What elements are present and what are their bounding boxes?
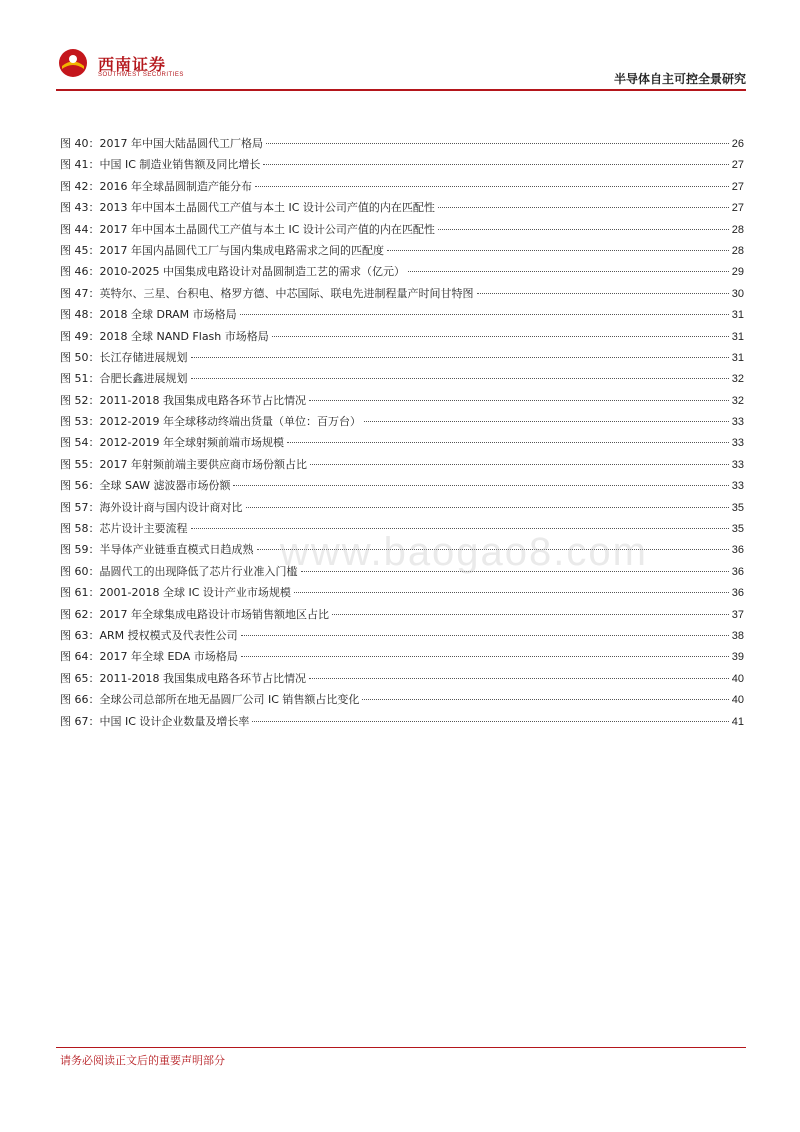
toc-entry-page-number: 35	[731, 501, 744, 514]
toc-entry-page-number: 26	[731, 138, 744, 150]
toc-entry-label: 图 52：2011-2018 我国集成电路各环节占比情况	[60, 393, 306, 407]
toc-entry[interactable]	[60, 691, 744, 712]
toc-entry[interactable]	[60, 285, 744, 306]
toc-entry-label: 图 57：海外设计商与国内设计商对比	[60, 500, 243, 514]
toc-entry-page-number: 39	[731, 651, 744, 664]
toc-entry[interactable]	[60, 584, 744, 605]
toc-entry-label: 图 49：2018 全球 NAND Flash 市场格局	[60, 329, 269, 343]
toc-entry[interactable]	[60, 670, 744, 691]
toc-dot-leader	[438, 229, 729, 230]
toc-entry-page-number: 35	[731, 523, 744, 536]
toc-entry-label: 图 64：2017 年全球 EDA 市场格局	[60, 650, 238, 664]
toc-entry[interactable]	[60, 178, 744, 199]
toc-entry-page-number: 30	[731, 287, 744, 300]
toc-dot-leader	[255, 186, 729, 187]
toc-entry-page-number: 36	[731, 544, 744, 557]
toc-dot-leader	[263, 164, 728, 165]
toc-dot-leader	[191, 378, 729, 379]
toc-entry-page-number: 38	[731, 629, 744, 642]
toc-entry-label: 图 46：2010-2025 中国集成电路设计对晶圆制造工艺的需求（亿元）	[60, 265, 405, 279]
toc-entry-page-number: 32	[731, 394, 744, 407]
toc-entry[interactable]	[60, 221, 744, 242]
toc-entry-page-number: 33	[731, 437, 744, 450]
toc-entry[interactable]	[60, 135, 744, 156]
toc-entry-label: 图 53：2012-2019 年全球移动终端出货量（单位：百万台）	[60, 415, 361, 429]
toc-entry[interactable]	[60, 541, 744, 562]
toc-entry[interactable]	[60, 477, 744, 498]
company-logo-icon	[58, 48, 88, 78]
toc-dot-leader	[233, 485, 728, 486]
toc-entry[interactable]	[60, 413, 744, 434]
toc-entry[interactable]	[60, 456, 744, 477]
toc-entry[interactable]	[60, 306, 744, 327]
toc-dot-leader	[438, 207, 729, 208]
toc-dot-leader	[477, 293, 729, 294]
toc-entry-label: 图 48：2018 全球 DRAM 市场格局	[60, 308, 237, 322]
toc-entry-label: 图 65：2011-2018 我国集成电路各环节占比情况	[60, 671, 306, 685]
toc-entry-page-number: 32	[731, 373, 744, 386]
company-logo	[58, 44, 218, 84]
toc-entry-page-number: 40	[731, 694, 744, 707]
toc-entry-label: 图 51：合肥长鑫进展规划	[60, 372, 188, 386]
toc-entry-label: 图 41：中国 IC 制造业销售额及同比增长	[60, 158, 261, 172]
toc-entry[interactable]	[60, 563, 744, 584]
toc-entry-page-number: 33	[731, 480, 744, 493]
toc-dot-leader	[408, 271, 729, 272]
toc-dot-leader	[364, 421, 729, 422]
toc-entry-page-number: 36	[731, 587, 744, 600]
toc-dot-leader	[309, 678, 729, 679]
toc-entry-label: 图 47：英特尔、三星、台积电、格罗方德、中芯国际、联电先进制程量产时间甘特图	[60, 286, 474, 300]
toc-entry-label: 图 62：2017 年全球集成电路设计市场销售额地区占比	[60, 607, 329, 621]
toc-dot-leader	[241, 656, 729, 657]
toc-entry-page-number: 41	[731, 715, 744, 728]
toc-entry-page-number: 37	[731, 608, 744, 621]
toc-entry-label: 图 40：2017 年中国大陆晶圆代工厂格局	[60, 137, 263, 150]
toc-dot-leader	[191, 357, 729, 358]
toc-entry-page-number: 28	[731, 223, 744, 236]
toc-entry-page-number: 27	[731, 180, 744, 193]
logo-english-name: SOUTHWEST SECURITIES	[98, 72, 184, 78]
toc-entry-page-number: 33	[731, 416, 744, 429]
toc-dot-leader	[240, 314, 729, 315]
footer-notice: 请务必阅读正文后的重要声明部分	[60, 1054, 225, 1067]
toc-entry-page-number: 29	[731, 266, 744, 279]
toc-entry[interactable]	[60, 520, 744, 541]
toc-dot-leader	[294, 592, 729, 593]
toc-entry-label: 图 59：半导体产业链垂直模式日趋成熟	[60, 543, 254, 557]
toc-dot-leader	[309, 400, 729, 401]
toc-dot-leader	[252, 721, 728, 722]
toc-entry[interactable]	[60, 370, 744, 391]
toc-entry[interactable]	[60, 434, 744, 455]
toc-entry[interactable]	[60, 648, 744, 669]
toc-entry-page-number: 31	[731, 309, 744, 322]
toc-entry-page-number: 27	[731, 159, 744, 172]
toc-entry-page-number: 31	[731, 351, 744, 364]
toc-entry-label: 图 45：2017 年国内晶圆代工厂与国内集成电路需求之间的匹配度	[60, 243, 384, 257]
toc-entry-label: 图 54：2012-2019 年全球射频前端市场规模	[60, 436, 284, 450]
toc-entry-label: 图 44：2017 年中国本土晶圆代工产值与本土 IC 设计公司产值的内在匹配性	[60, 222, 435, 236]
toc-dot-leader	[272, 336, 729, 337]
toc-entry[interactable]	[60, 263, 744, 284]
page-header	[56, 44, 746, 92]
toc-entry-label: 图 61：2001-2018 全球 IC 设计产业市场规模	[60, 586, 291, 600]
footer-divider	[56, 1047, 746, 1048]
toc-dot-leader	[310, 464, 729, 465]
report-title: 半导体自主可控全景研究	[613, 72, 746, 86]
toc-entry[interactable]	[60, 242, 744, 263]
toc-entry-page-number: 27	[731, 202, 744, 215]
toc-dot-leader	[332, 614, 729, 615]
toc-entry[interactable]	[60, 713, 744, 734]
toc-dot-leader	[191, 528, 729, 529]
toc-entry[interactable]	[60, 199, 744, 220]
toc-entry-label: 图 56：全球 SAW 滤波器市场份额	[60, 479, 231, 493]
watermark: www.baogao8.com	[280, 530, 648, 574]
toc-dot-leader	[266, 143, 729, 144]
toc-dot-leader	[241, 635, 729, 636]
toc-entry-label: 图 58：芯片设计主要流程	[60, 522, 188, 536]
toc-entry-label: 图 43：2013 年中国本土晶圆代工产值与本土 IC 设计公司产值的内在匹配性	[60, 201, 435, 215]
toc-dot-leader	[246, 507, 729, 508]
logo-chinese-name: 西南证券	[98, 55, 167, 74]
toc-entry-label: 图 63：ARM 授权模式及代表性公司	[60, 628, 238, 642]
toc-entry[interactable]	[60, 349, 744, 370]
toc-entry[interactable]	[60, 328, 744, 349]
toc-dot-leader	[257, 549, 729, 550]
toc-entry-label: 图 67：中国 IC 设计企业数量及增长率	[60, 714, 250, 728]
toc-entry[interactable]	[60, 627, 744, 648]
toc-entry-page-number: 28	[731, 244, 744, 257]
toc-entry-label: 图 50：长江存储进展规划	[60, 350, 188, 364]
toc-entry-page-number: 36	[731, 565, 744, 578]
toc-entry[interactable]	[60, 156, 744, 177]
toc-entry-page-number: 40	[731, 672, 744, 685]
toc-entry[interactable]	[60, 392, 744, 413]
toc-entry-label: 图 66：全球公司总部所在地无晶圆厂公司 IC 销售额占比变化	[60, 693, 360, 707]
figure-list	[60, 135, 744, 734]
toc-dot-leader	[387, 250, 729, 251]
toc-entry-label: 图 55：2017 年射频前端主要供应商市场份额占比	[60, 457, 307, 471]
header-divider	[56, 89, 746, 91]
toc-dot-leader	[287, 442, 729, 443]
toc-entry-label: 图 42：2016 年全球晶圆制造产能分布	[60, 179, 252, 193]
toc-entry-page-number: 31	[731, 330, 744, 343]
toc-entry[interactable]	[60, 606, 744, 627]
toc-dot-leader	[362, 699, 728, 700]
toc-dot-leader	[301, 571, 729, 572]
toc-entry[interactable]	[60, 499, 744, 520]
toc-entry-page-number: 33	[731, 458, 744, 471]
toc-entry-label: 图 60：晶圆代工的出现降低了芯片行业准入门槛	[60, 564, 298, 578]
